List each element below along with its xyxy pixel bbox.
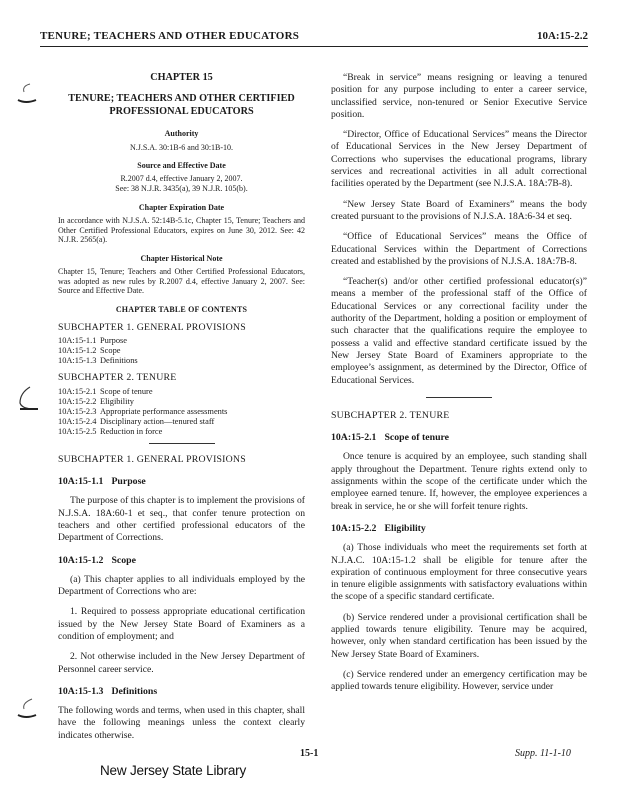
supplement-date: Supp. 11-1-10: [515, 748, 571, 759]
subchapter-heading: SUBCHAPTER 2. TENURE: [331, 409, 450, 421]
toc-subchapter: SUBCHAPTER 2. TENURE: [58, 372, 177, 384]
toc-entry: 10A:15-2.1 Scope of tenure: [58, 386, 153, 396]
header-section-number: 10A:15-2.2: [536, 30, 588, 42]
expiration-heading: Chapter Expiration Date: [138, 202, 225, 212]
margin-mark-icon: [14, 385, 44, 415]
page-number: 15-1: [300, 748, 319, 759]
section-heading: 10A:15-2.2 Eligibility: [331, 522, 426, 534]
library-stamp: New Jersey State Library: [100, 763, 247, 778]
definition: “Office of Educational Services” means the Office of Educational Services within the Department of Corrections created and established by the provisions of N.J.S.A. 18A:7B-8.: [331, 231, 587, 267]
section-heading: 10A:15-2.1 Scope of tenure: [331, 432, 450, 444]
chapter-title: TENURE; TEACHERS AND OTHER CERTIFIED PROFESSIONAL EDUCATORS: [68, 93, 295, 118]
right-column: [331, 72, 587, 701]
toc-heading: CHAPTER TABLE OF CONTENTS: [115, 304, 248, 314]
toc-entry: 10A:15-2.3 Appropriate performance assessments: [58, 406, 228, 416]
chapter-number: CHAPTER 15: [150, 72, 213, 83]
running-header: [40, 28, 588, 47]
divider: [149, 443, 215, 444]
source-line: R.2007 d.4, effective January 2, 2007.: [120, 174, 243, 184]
definition: “New Jersey State Board of Examiners” means the body created pursuant to the provisions of N.J.S.A. 18A:6-34 et seq.: [331, 198, 587, 222]
left-column: [58, 72, 305, 750]
historical-note-heading: Chapter Historical Note: [140, 253, 223, 263]
historical-note-text: Chapter 15, Tenure; Teachers and Other Certified Professional Educators, was adopted as new rules by R.2007 d.4, effective January 2, 2007. See: Source and Effective Date.: [58, 267, 305, 296]
expiration-text: In accordance with N.J.S.A. 52:14B-5.1c, Chapter 15, Tenure; Teachers and Other Certified Professional Educators, expires on June 30, 2012. See: 42 N.J.R. 2565(a).: [58, 215, 305, 245]
toc-entry: 10A:15-2.4 Disciplinary action—tenured staff: [58, 416, 215, 426]
toc-entry: 10A:15-1.3 Definitions: [58, 356, 138, 366]
section-heading: 10A:15-1.1 Purpose: [58, 476, 146, 488]
toc-entry: 10A:15-2.5 Reduction in force: [58, 426, 163, 436]
section-text: The purpose of this chapter is to implement the provisions of N.J.S.A. 18A:60-1 et seq., that confer tenure protection on teachers and other certified professional educators of the Department of Corrections.: [58, 495, 305, 544]
toc-subchapter: SUBCHAPTER 1. GENERAL PROVISIONS: [58, 322, 246, 334]
section-text: (a) Those individuals who meet the requirements set forth at N.J.A.C. 10A:15-1.2 shall be eligible for tenure after the expiration of continuous employment for three consecutive years in tenure eligible assignments with satisfactory evaluations within the scope of a specific standard certificate.: [331, 542, 587, 603]
list-item: 2. Not otherwise included in the New Jersey Department of Personnel career service.: [58, 651, 305, 675]
toc-list: [58, 336, 305, 366]
section-text: (b) Service rendered under a provisional certification shall be applied towards tenure eligibility. Tenure may be acquired, however, only when standard certification has been issued by the New Jersey State Board of Examiners.: [331, 611, 587, 660]
toc-entry: 10A:15-1.2 Scope: [58, 346, 121, 356]
toc-entry: 10A:15-1.1 Purpose: [58, 336, 127, 346]
source-line: See: 38 N.J.R. 3435(a), 39 N.J.R. 105(b).: [115, 184, 248, 194]
section-text: (a) This chapter applies to all individuals employed by the Department of Corrections who are:: [58, 573, 305, 598]
definition: “Director, Office of Educational Services” means the Director of Educational Services in the New Jersey Department of Corrections who supervises the educational programs, library services and recreational activities in all adult correctional facilities operated by the Department (see N.J.S.A. 18A:7B-8).: [331, 129, 587, 190]
authority-heading: Authority: [164, 129, 199, 139]
toc-list: [58, 387, 305, 437]
divider: [426, 397, 492, 398]
list-item: 1. Required to possess appropriate educational certification issued by the New Jersey State Board of Examiners as a condition of employment; and: [58, 606, 305, 642]
authority-text: N.J.S.A. 30:1B-6 and 30:1B-10.: [129, 142, 234, 152]
section-text: The following words and terms, when used in this chapter, shall have the following meanings unless the context clearly indicates otherwise.: [58, 705, 305, 741]
header-title: TENURE; TEACHERS AND OTHER EDUCATORS: [40, 30, 300, 42]
definition: “Break in service” means resigning or leaving a tenured position for any purpose including to enter a career service, unclassified service, non-tenured or Senior Executive Service position.: [331, 72, 587, 120]
subchapter-heading: SUBCHAPTER 1. GENERAL PROVISIONS: [58, 453, 246, 465]
section-heading: 10A:15-1.2 Scope: [58, 554, 136, 566]
section-text: (c) Service rendered under an emergency certification may be applied towards tenure eligibility. However, service under: [331, 668, 587, 693]
section-heading: 10A:15-1.3 Definitions: [58, 685, 158, 697]
section-text: Once tenure is acquired by an employee, such standing shall apply throughout the Department. Tenure rights extend only to assignments within the scope of the certificate under which the employee earned tenure. If, however, the employee experiences a break in service, he or she will forfeit tenure rights.: [331, 451, 587, 512]
margin-mark-icon: [14, 695, 44, 725]
margin-mark-icon: [14, 80, 44, 110]
toc-entry: 10A:15-2.2 Eligibility: [58, 396, 134, 406]
source-heading: Source and Effective Date: [137, 161, 226, 171]
definition: “Teacher(s) and/or other certified professional educator(s)” means a member of the professional staff of the Office of Educational Services or any correctional facility under the authority of the Department, holding a position or employment of such character that the qualifications require the employee to possess a valid and effective standard certificate issued by the New Jersey State Board of Examiners appropriate to the employee’s assignment, as determined by the Director, Office of Educational Services.: [331, 276, 587, 386]
